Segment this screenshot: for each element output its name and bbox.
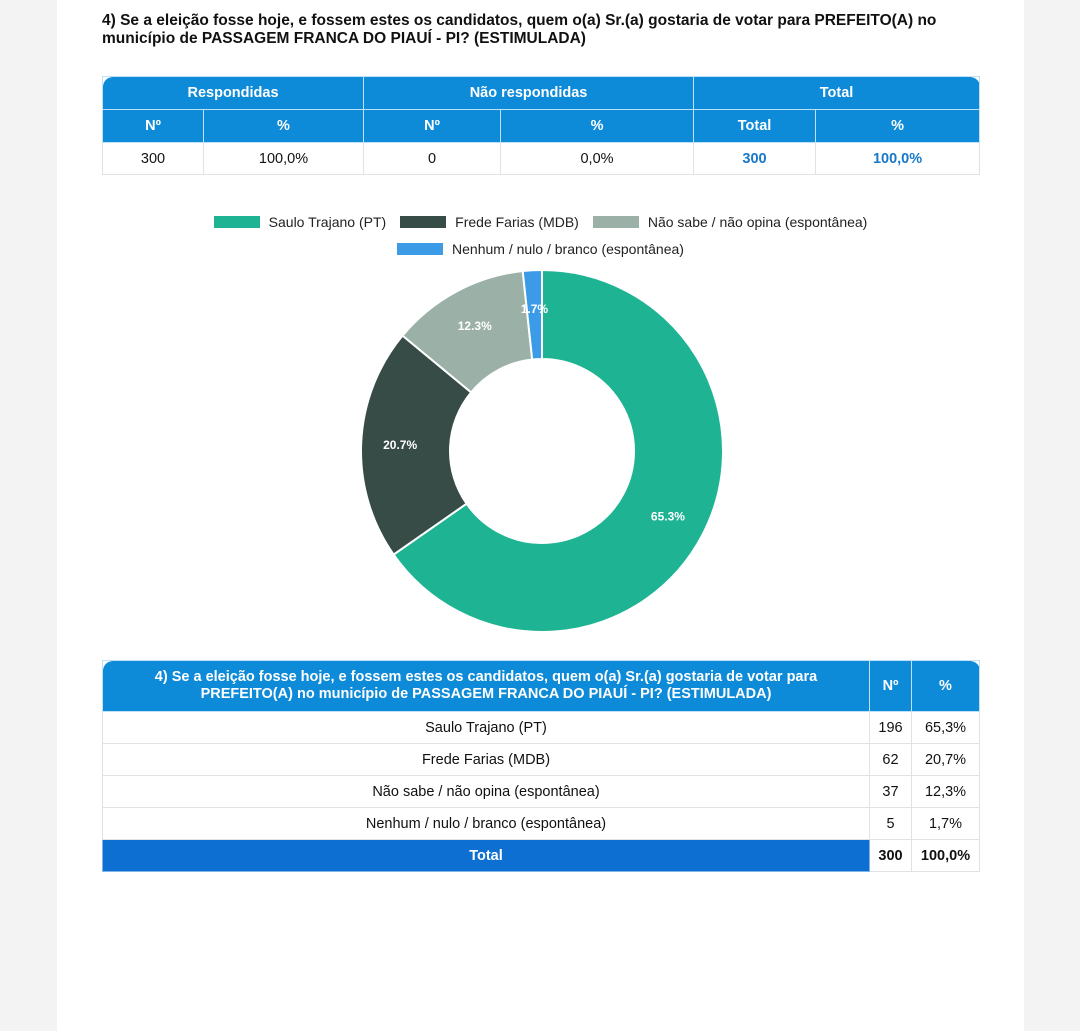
- row-pct: 1,7%: [912, 808, 980, 840]
- legend-item: [214, 214, 387, 230]
- row-n: 196: [870, 712, 912, 744]
- subheader-n: Nº: [364, 110, 501, 143]
- subheader-pct: %: [816, 110, 980, 143]
- row-label: Não sabe / não opina (espontânea): [103, 776, 870, 808]
- subheader-n: Nº: [103, 110, 204, 143]
- legend-swatch: [593, 216, 639, 228]
- legend-label: Nenhum / nulo / branco (espontânea): [452, 241, 684, 257]
- table-row: [103, 808, 980, 840]
- right-margin: [1024, 0, 1080, 1031]
- row-n: 62: [870, 744, 912, 776]
- total-n: 300: [870, 840, 912, 872]
- summary-cell: 300: [694, 143, 816, 175]
- legend-item: [593, 214, 868, 230]
- legend-swatch: [214, 216, 260, 228]
- legend-item: [397, 241, 684, 257]
- data-label: 1.7%: [520, 302, 549, 317]
- results-header-n: Nº: [870, 661, 912, 712]
- results-header-pct: %: [912, 661, 980, 712]
- response-summary-table: [102, 76, 980, 175]
- data-label: 65.3%: [650, 509, 685, 524]
- table-row: [103, 776, 980, 808]
- table-row: [103, 744, 980, 776]
- row-pct: 65,3%: [912, 712, 980, 744]
- subheader-total: Total: [694, 110, 816, 143]
- report-page: [57, 0, 1024, 1031]
- summary-cell: 100,0%: [204, 143, 364, 175]
- results-header-question: 4) Se a eleição fosse hoje, e fossem estes os candidatos, quem o(a) Sr.(a) gostaria de votar para PREFEITO(A) no município de PASSAGEM FRANCA DO PIAUÍ - PI? (ESTIMULADA): [103, 661, 870, 712]
- legend-label: Frede Farias (MDB): [455, 214, 579, 230]
- row-pct: 12,3%: [912, 776, 980, 808]
- chart-legend: [57, 212, 1024, 266]
- subheader-pct: %: [501, 110, 694, 143]
- data-label: 20.7%: [383, 438, 418, 453]
- row-n: 5: [870, 808, 912, 840]
- total-row: [103, 840, 980, 872]
- legend-item: [400, 214, 579, 230]
- legend-swatch: [400, 216, 446, 228]
- row-label: Frede Farias (MDB): [103, 744, 870, 776]
- row-pct: 20,7%: [912, 744, 980, 776]
- subheader-pct: %: [204, 110, 364, 143]
- legend-swatch: [397, 243, 443, 255]
- legend-label: Saulo Trajano (PT): [268, 214, 387, 230]
- total-pct: 100,0%: [912, 840, 980, 872]
- summary-cell: 300: [103, 143, 204, 175]
- legend-label: Não sabe / não opina (espontânea): [647, 214, 868, 230]
- summary-cell: 0: [364, 143, 501, 175]
- data-label: 12.3%: [457, 318, 492, 333]
- table-row: [103, 712, 980, 744]
- question-title: 4) Se a eleição fosse hoje, e fossem estes os candidatos, quem o(a) Sr.(a) gostaria de votar para PREFEITO(A) no município de PASSAGEM FRANCA DO PIAUÍ - PI? (ESTIMULADA): [102, 12, 937, 47]
- donut-chart: [359, 268, 725, 634]
- total-label: Total: [103, 840, 870, 872]
- header-nao-respondidas: Não respondidas: [364, 77, 694, 110]
- left-margin: [0, 0, 57, 1031]
- row-n: 37: [870, 776, 912, 808]
- header-total: Total: [694, 77, 980, 110]
- row-label: Saulo Trajano (PT): [103, 712, 870, 744]
- summary-cell: 0,0%: [501, 143, 694, 175]
- header-respondidas: Respondidas: [103, 77, 364, 110]
- results-table: [102, 660, 980, 872]
- summary-cell: 100,0%: [816, 143, 980, 175]
- row-label: Nenhum / nulo / branco (espontânea): [103, 808, 870, 840]
